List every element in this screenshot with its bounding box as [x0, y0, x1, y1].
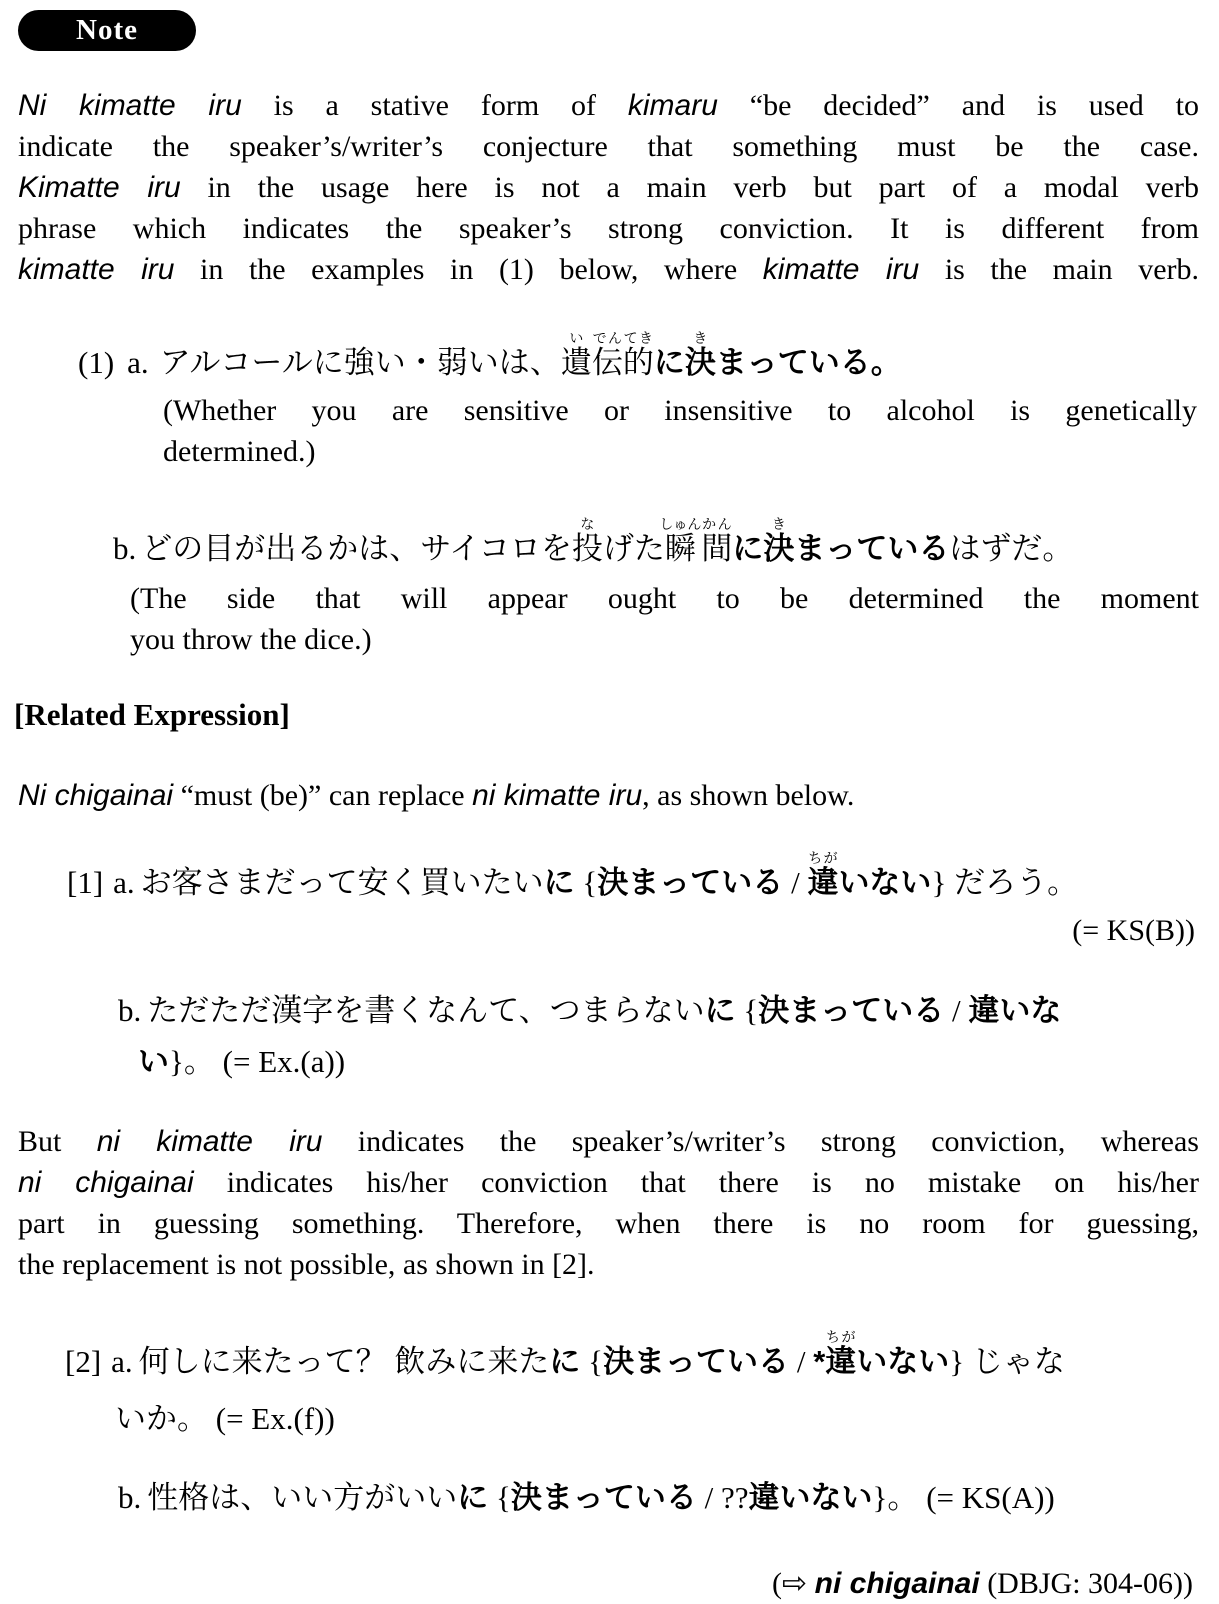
note-badge	[18, 10, 196, 51]
related-expression-heading: [Related Expression]	[14, 697, 290, 732]
comparison-paragraph	[18, 1121, 1199, 1285]
text-line: kimatte iru in the examples in (1) below, where kimatte iru is the main verb.	[18, 253, 1200, 286]
related-example-1a-label: a.	[113, 865, 135, 900]
related-example-1a-reference: (= KS(B))	[1072, 914, 1195, 947]
related-intro-line: Ni chigainai “must (be)” can replace ni kimatte iru, as shown below.	[18, 779, 855, 812]
text-line: phrase which indicates the speaker’s strong conviction. It is different from	[18, 212, 1199, 245]
related-example-1a-japanese: お客さまだって安く買いたいに {決まっている / 違ちがいない} だろう。	[140, 852, 1079, 900]
text-line: part in guessing something. Therefore, when there is no room for guessing,	[18, 1207, 1199, 1240]
related-example-1b-japanese-line1: ただただ漢字を書くなんて、つまらないに {決まっている / 違いな	[147, 993, 1062, 1028]
related-example-2-number: [2]	[65, 1344, 102, 1379]
example-1a-label: a.	[127, 345, 149, 380]
text-line: Ni kimatte iru is a stative form of kimaru “be decided” and is used to	[18, 89, 1199, 122]
related-example-1b-japanese-line2: い}。 (= Ex.(a))	[138, 1044, 346, 1079]
related-example-2a-row	[65, 1331, 1219, 1381]
cross-reference-line: (⇨ ni chigainai (DBJG: 304-06))	[772, 1566, 1193, 1601]
example-1b-japanese: どの目が出るかは、サイコロを投なげた瞬しゅん間かんに決きまっているはずだ。	[141, 518, 1074, 566]
related-example-1-number: [1]	[67, 865, 104, 900]
page	[0, 10, 1219, 1604]
text-line: ni chigainai indicates his/her conviction that there is no mistake on his/her	[18, 1166, 1199, 1199]
related-example-2a-japanese-line2: いか。 (= Ex.(f))	[115, 1401, 335, 1436]
related-example-2b-row	[118, 1472, 1219, 1517]
related-example-2a-label: a.	[111, 1344, 133, 1379]
related-example-2a-row-continuation	[115, 1393, 1219, 1438]
related-example-1b-row	[118, 985, 1219, 1030]
related-example-2b-japanese: 性格は、いい方がいいに {決まっている / ??違いない}。 (= KS(A))	[147, 1480, 1055, 1515]
example-1a-japanese: アルコールに強い・弱いは、遺い伝でん的てきに決きまっている。	[159, 332, 902, 380]
related-example-2a-japanese-line1: 何しに来たって？ 飲みに来たに {決まっている / *違ちがいない} じゃな	[138, 1331, 1065, 1379]
example-1b-translation	[130, 578, 1199, 660]
intro-paragraph	[18, 85, 1199, 290]
example-1-number: (1)	[78, 345, 115, 380]
example-1b-label: b.	[113, 531, 137, 566]
note-badge-label: Note	[76, 14, 138, 46]
text-line: But ni kimatte iru indicates the speaker’s/writer’s strong conviction, whereas	[18, 1125, 1199, 1158]
example-1a-translation	[163, 390, 1197, 472]
text-line: Kimatte iru in the usage here is not a main verb but part of a modal verb	[18, 171, 1199, 204]
text-line: indicate the speaker’s/writer’s conjecture that something must be the case.	[18, 130, 1199, 163]
text-line: determined.)	[163, 435, 316, 468]
related-example-1b-row-continuation	[138, 1036, 1219, 1081]
example-1a-row	[78, 332, 1219, 382]
related-example-2b-label: b.	[118, 1480, 142, 1515]
text-line: the replacement is not possible, as shown in [2].	[18, 1248, 595, 1281]
text-line: (The side that will appear ought to be determined the moment	[130, 582, 1199, 615]
related-example-1a-row	[67, 852, 1219, 902]
example-1b-row	[113, 518, 1219, 568]
text-line: you throw the dice.)	[130, 623, 372, 656]
text-line: (Whether you are sensitive or insensitive to alcohol is genetically	[163, 394, 1197, 427]
related-example-1b-label: b.	[118, 993, 142, 1028]
